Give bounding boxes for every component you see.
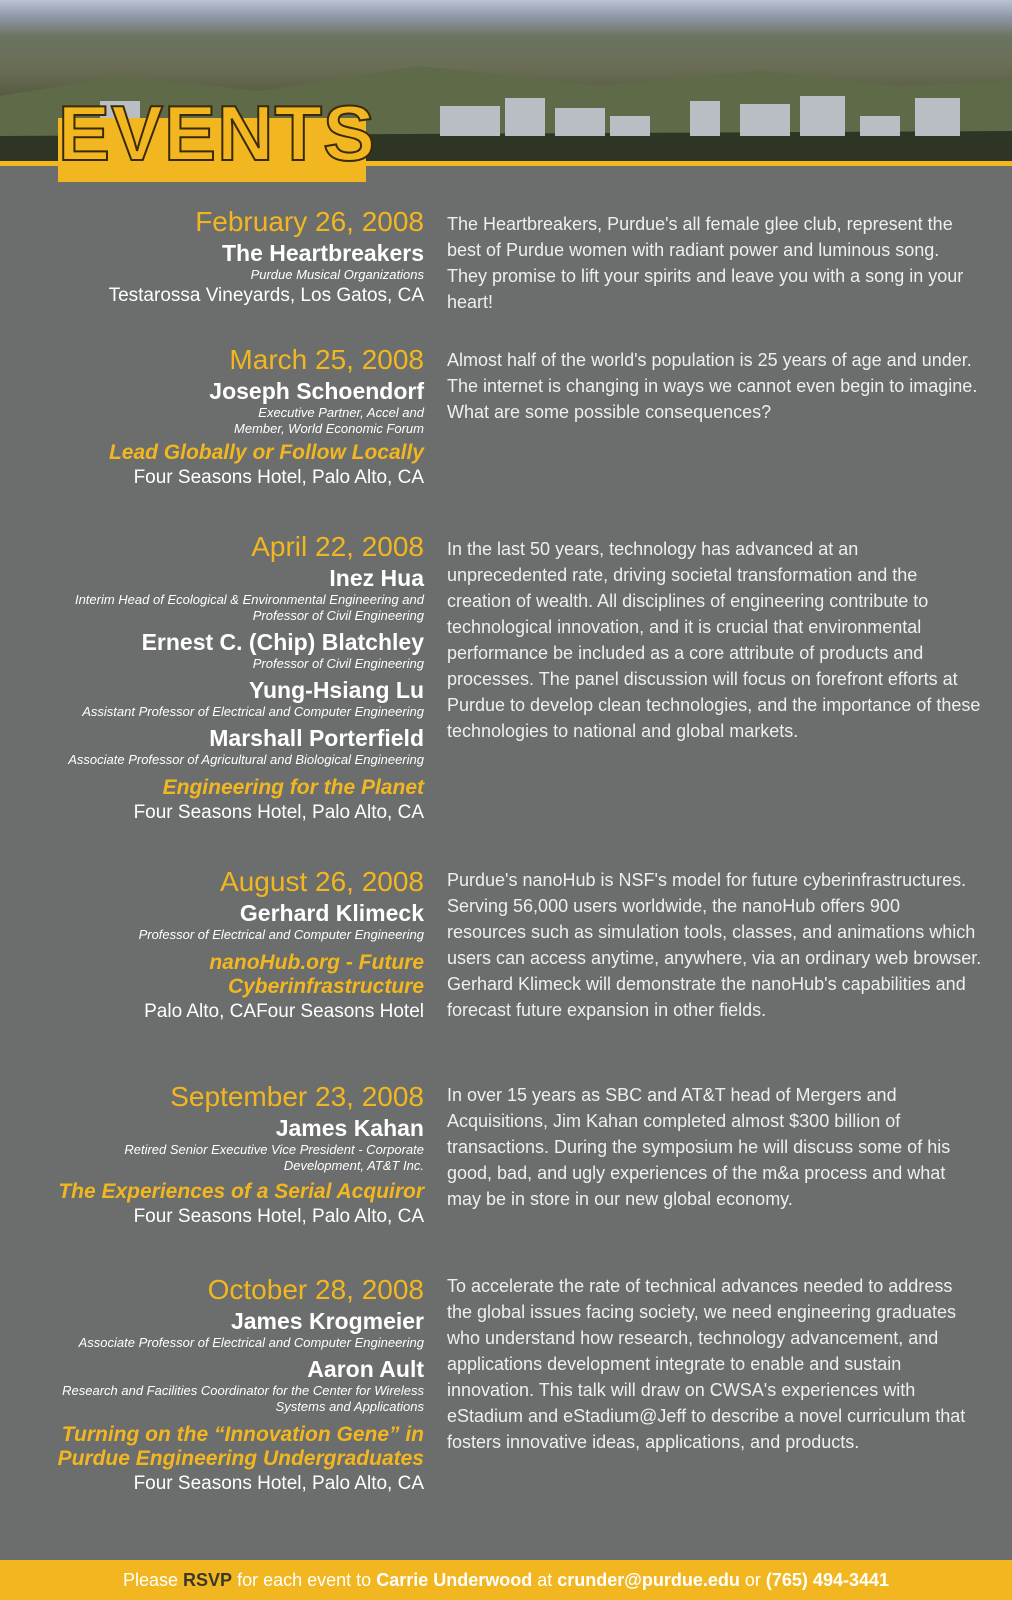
talk-title: Lead Globally or Follow Locally	[108, 441, 424, 464]
event-details	[0, 1273, 424, 1497]
speaker-role: Associate Professor of Electrical and Computer Engineering	[78, 1335, 424, 1350]
footer-text-or: or	[744, 1570, 761, 1590]
event-date: August 26, 2008	[220, 866, 424, 897]
event-location: Four Seasons Hotel, Palo Alto, CA	[133, 1473, 424, 1494]
speaker-name: Inez Hua	[329, 565, 424, 591]
speaker-role: Purdue Musical Organizations	[250, 267, 424, 282]
contact-name: Carrie Underwood	[376, 1570, 533, 1590]
speaker-role: Assistant Professor of Electrical and Computer Engineering	[82, 704, 424, 719]
speaker-name: James Kahan	[275, 1115, 424, 1141]
event-description: In the last 50 years, technology has advanced at an unprecedented rate, driving societal transformation and the creation of wealth. All disciplines of engineering contribute to technological innovation, and it is crucial that environmental performance be included as a core attribute of products and processes. The panel discussion will focus on forefront efforts at Purdue to develop clean technologies, and the importance of these technologies to national and global markets.	[447, 539, 981, 741]
events-title-box	[58, 89, 377, 182]
page-title: EVENTS	[58, 89, 377, 177]
speaker-name: Aaron Ault	[307, 1356, 424, 1382]
speaker-name: The Heartbreakers	[222, 240, 424, 266]
event-description: To accelerate the rate of technical advances needed to address the global issues facing society, we need engineering graduates who understand how research, technology advancement, and applications development integrate to enable and sustain innovation. This talk will draw on CWSA's experiences with eStadium and eStadium@Jeff to describe a novel curriculum that fosters innovative ideas, applications, and products.	[447, 1276, 966, 1452]
event-description: Purdue's nanoHub is NSF's model for future cyberinfrastructures. Serving 56,000 users worldwide, the nanoHub offers 900 resources such as simulation tools, classes, and animations which users can access anytime, anywhere, via an ordinary web browser. Gerhard Klimeck will demonstrate the nanoHub's capabilities and forecast future expansion in other fields.	[447, 870, 982, 1020]
event-date: March 25, 2008	[229, 344, 424, 375]
talk-title: The Experiences of a Serial Acquiror	[58, 1180, 424, 1203]
rsvp-footer	[0, 1560, 1012, 1600]
speaker-role: Research and Facilities Coordinator for the Center for Wireless Systems and Applications	[62, 1383, 424, 1414]
event-location: Four Seasons Hotel, Palo Alto, CA	[133, 802, 424, 823]
event-details	[0, 343, 424, 491]
contact-phone[interactable]: (765) 494-3441	[765, 1570, 889, 1590]
talk-title: Engineering for the Planet	[162, 776, 424, 799]
speaker-role: Associate Professor of Agricultural and Biological Engineering	[68, 752, 424, 767]
speaker-role: Professor of Electrical and Computer Engineering	[138, 927, 424, 942]
footer-text-for-each: for each event to	[237, 1570, 372, 1590]
talk-title: nanoHub.org - Future Cyberinfrastructure	[209, 951, 424, 998]
event-details	[0, 530, 424, 826]
event-details	[0, 865, 424, 1025]
event-location: Four Seasons Hotel, Palo Alto, CA	[133, 467, 424, 488]
event-date: October 28, 2008	[207, 1274, 424, 1305]
event-details	[0, 205, 424, 309]
event-date: September 23, 2008	[170, 1081, 424, 1112]
speaker-name: James Krogmeier	[230, 1308, 424, 1334]
event-location: Four Seasons Hotel, Palo Alto, CA	[133, 1206, 424, 1227]
event-description: Almost half of the world's population is 25 years of age and under. The internet is changing in ways we cannot even begin to imagine. What are some possible consequences?	[447, 350, 978, 422]
event-description: The Heartbreakers, Purdue's all female glee club, represent the best of Purdue women with radiant power and luminous song. They promise to lift your spirits and leave you with a song in your heart!	[447, 214, 964, 312]
speaker-name: Yung-Hsiang Lu	[248, 677, 424, 703]
speaker-name: Marshall Porterfield	[209, 725, 424, 751]
contact-email-link[interactable]: crunder@purdue.edu	[557, 1570, 740, 1590]
footer-text-please: Please	[122, 1570, 179, 1590]
speaker-role: Executive Partner, Accel and Member, World Economic Forum	[234, 405, 424, 436]
event-date: April 22, 2008	[251, 531, 424, 562]
event-description: In over 15 years as SBC and AT&T head of Mergers and Acquisitions, Jim Kahan completed almost $300 billion of transactions. During the symposium he will discuss some of his good, bad, and ugly experiences of the m&a process and what may be in store in our new global economy.	[447, 1085, 951, 1209]
event-date: February 26, 2008	[195, 206, 424, 237]
footer-text-at: at	[537, 1570, 553, 1590]
event-details	[0, 1080, 424, 1230]
speaker-name: Ernest C. (Chip) Blatchley	[141, 629, 424, 655]
event-location: Testarossa Vineyards, Los Gatos, CA	[108, 285, 424, 306]
speaker-name: Joseph Schoendorf	[209, 378, 424, 404]
speaker-role: Retired Senior Executive Vice President - Corporate Development, AT&T Inc.	[124, 1142, 424, 1173]
talk-title: Turning on the “Innovation Gene” in Purdue Engineering Undergraduates	[57, 1423, 424, 1470]
event-location: Palo Alto, CAFour Seasons Hotel	[144, 1001, 424, 1022]
footer-rsvp: RSVP	[183, 1570, 233, 1590]
speaker-role: Professor of Civil Engineering	[252, 656, 424, 671]
speaker-role: Interim Head of Ecological & Environmental Engineering and Professor of Civil Engineering	[74, 592, 424, 623]
speaker-name: Gerhard Klimeck	[239, 900, 424, 926]
